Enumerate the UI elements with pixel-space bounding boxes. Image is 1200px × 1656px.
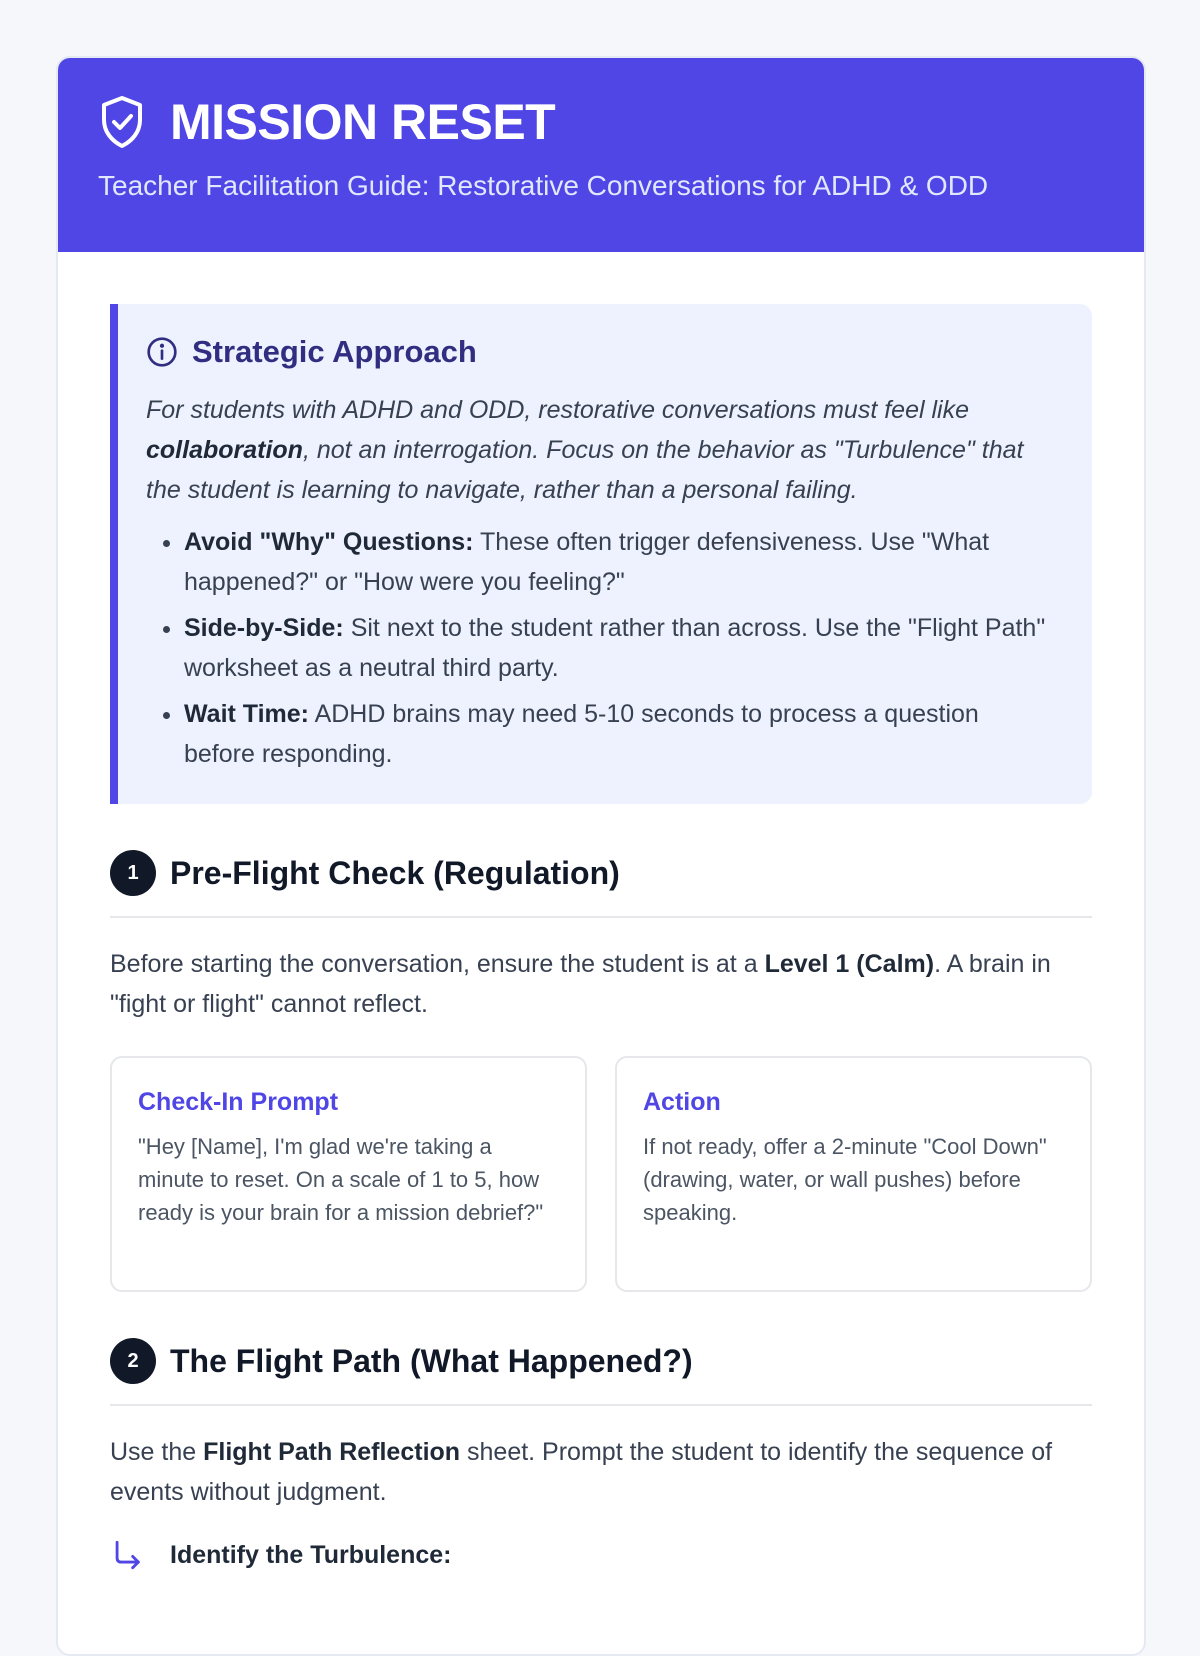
step-number-badge: 2: [110, 1338, 156, 1384]
card-title: Check-In Prompt: [138, 1088, 339, 1116]
shield-check-icon: [98, 95, 146, 149]
description-emphasis: Level 1 (Calm): [764, 950, 935, 978]
bullet-label: Wait Time:: [184, 700, 310, 728]
bullet-text: ADHD brains may need 5-10 seconds to process a question before responding.: [184, 700, 979, 768]
card-title: Action: [643, 1088, 721, 1116]
section-2-title: The Flight Path (What Happened?): [170, 1343, 693, 1379]
strategic-approach-callout: [110, 304, 1092, 804]
step-number-badge: 1: [110, 850, 156, 896]
description-text-start: Use the: [110, 1438, 204, 1466]
section-2-description: [110, 1432, 1092, 1512]
card-text: If not ready, offer a 2-minute "Cool Down" (drawing, water, or wall pushes) before speaking.: [643, 1134, 1047, 1225]
callout-intro: [146, 390, 1056, 510]
list-item: [184, 608, 1056, 688]
section-1-cards: [110, 1056, 1092, 1292]
callout-title: Strategic Approach: [192, 334, 477, 369]
bullet-text: These often trigger defensiveness. Use "What happened?" or "How were you feeling?": [184, 528, 990, 596]
title-row: [98, 94, 1104, 150]
intro-emphasis: collaboration: [146, 436, 303, 464]
main-content: [58, 252, 1144, 1572]
description-text-start: Before starting the conversation, ensure the student is at a: [110, 950, 765, 978]
header-banner: [58, 58, 1144, 252]
section-1-header: [110, 850, 1092, 918]
info-icon: [146, 336, 178, 368]
description-emphasis: Flight Path Reflection: [203, 1438, 461, 1466]
page-title: MISSION RESET: [170, 94, 556, 150]
guide-card: [56, 56, 1146, 1656]
description-text-end: . A brain in "fight or flight" cannot reflect.: [110, 950, 1051, 1018]
step-label: Identify the Turbulence:: [170, 1540, 452, 1569]
card-text: "Hey [Name], I'm glad we're taking a minute to reset. On a scale of 1 to 5, how ready is your brain for a mission debrief?": [138, 1134, 544, 1225]
section-1-description: [110, 944, 1092, 1024]
turbulence-step: [110, 1538, 1092, 1572]
bullet-label: Avoid "Why" Questions:: [184, 528, 474, 556]
section-1-title: Pre-Flight Check (Regulation): [170, 855, 620, 891]
bullet-label: Side-by-Side:: [184, 614, 344, 642]
page-subtitle: Teacher Facilitation Guide: Restorative Conversations for ADHD & ODD: [98, 170, 989, 201]
bullet-text: Sit next to the student rather than across. Use the "Flight Path" worksheet as a neutral third party.: [184, 614, 1046, 682]
description-text-end: sheet. Prompt the student to identify the sequence of events without judgment.: [110, 1438, 1053, 1506]
callout-header: [146, 332, 1056, 372]
action-card: [615, 1056, 1092, 1292]
strategy-list: [146, 522, 1056, 774]
section-2-header: [110, 1338, 1092, 1406]
intro-text-start: For students with ADHD and ODD, restorative conversations must feel like: [146, 396, 969, 424]
arrow-turn-down-right-icon: [110, 1538, 144, 1572]
check-in-prompt-card: [110, 1056, 587, 1292]
list-item: [184, 522, 1056, 602]
intro-text-end: , not an interrogation. Focus on the behavior as "Turbulence" that the student is learning to navigate, rather than a personal failing.: [146, 436, 1024, 504]
list-item: [184, 694, 1056, 774]
